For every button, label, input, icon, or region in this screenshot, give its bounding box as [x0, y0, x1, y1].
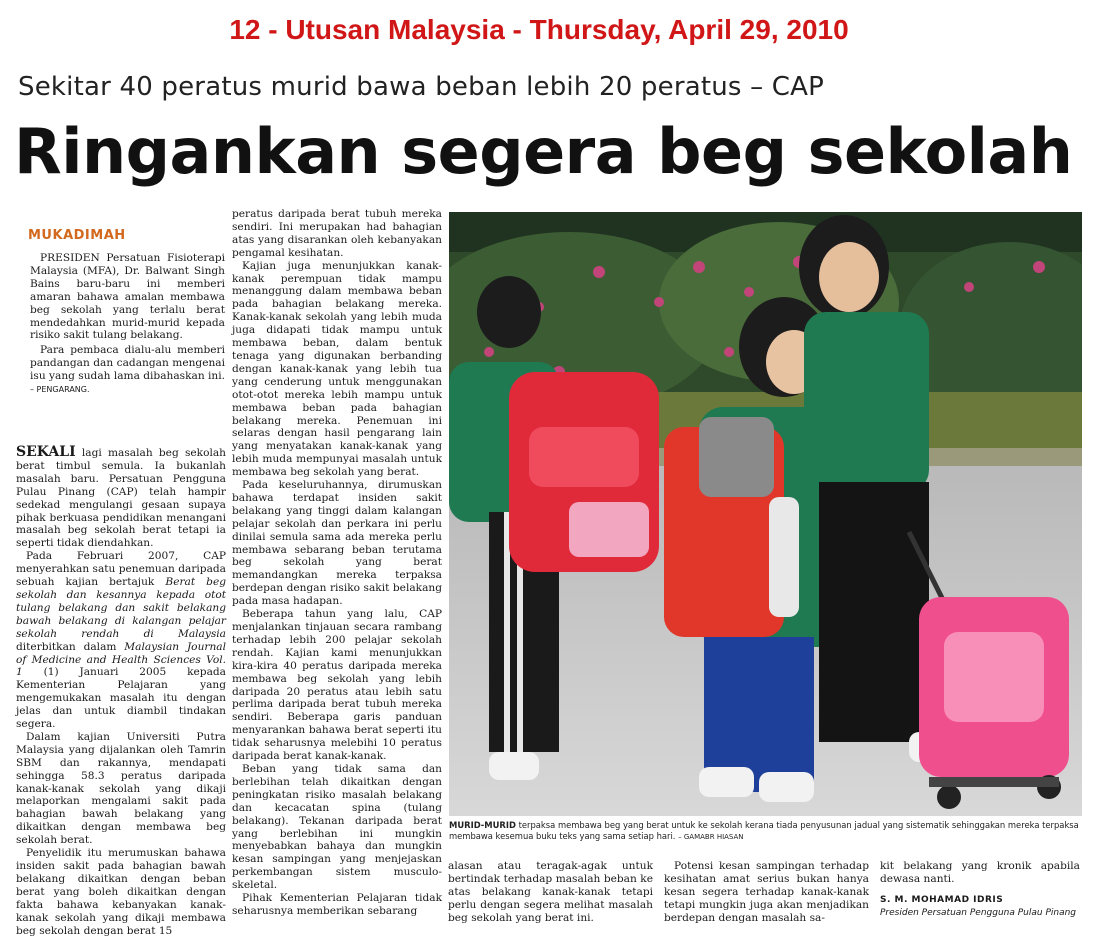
col1-p1: SEKALI lagi masalah beg sekolah berat timbul semula. Ia bukanlah masalah baru. Persatuan Pengguna Pulau Pinang (CAP) telah hampir sedekad mengulangi gesaan supaya pihak berkuasa pendidikan menangani masalah beg sekolah berat tetapi ia seperti tidak diendahkan.	[16, 444, 226, 550]
caption-lead: MURID-MURID	[449, 820, 516, 830]
col2-p5: Beban yang tidak sama dan berlebihan telah dikaitkan dengan peningkatan risiko masalah belakang dan kecacatan spina (tulang belakang). Tekanan daripada berat yang berlebihan ini mungkin menyebabkan bahaya dan mungkin kesan sampingan yang menjejaskan perkembangan sistem musculo-skeletal.	[232, 762, 442, 892]
photo-credit: – GAMABR HIASAN	[678, 833, 744, 841]
col2-p6: Pihak Kementerian Pelajaran tidak seharusnya memberikan sebarang	[232, 892, 442, 917]
col2-p2: Kajian juga menunjukkan kanak-kanak perempuan tidak mampu menanggung dalam membawa beban pada bahagian belakang mereka. Kanak-kanak sekolah yang lebih muda juga didapati tidak mampu untuk membawa beban, dalam bentuk tenaga yang digunakan berbanding dengan kanak-kanak yang lebih tua yang cenderung untuk menggunakan otot-otot mereka lebih mampu untuk membawa beban pada bahagian belakang mereka. Penemuan ini selaras dengan hasil pengarang lain yang menyatakan kanak-kanak yang lebih muda mempunyai masalah untuk membawa beg sekolah yang berat.	[232, 259, 442, 479]
mukadimah-p2: Para pembaca dialu-alu memberi pandangan dan cadangan mengenai isu yang sudah lama dibahaskan ini. – PENGARANG.	[30, 344, 226, 395]
col2-p1: peratus daripada berat tubuh mereka sendiri. Ini merupakan had bahagian atas yang disarankan oleh kebanyakan pengamal kesihatan.	[232, 208, 442, 259]
photo-caption	[449, 820, 1082, 843]
news-photo	[449, 212, 1082, 816]
col1-p4: Penyelidik itu merumuskan bahawa insiden sakit pada bahagian bawah belakang dikaitkan dengan beban berat yang boleh dikaitkan dengan fakta bahawa kebanyakan kanak-kanak sekolah yang dikaji membawa beg sekolah dengan berat 15	[16, 847, 226, 937]
headline: Ringankan segera beg sekolah	[14, 115, 1073, 188]
col2-p4: Beberapa tahun yang lalu, CAP menjalankan tinjauan secara rambang terhadap lebih 200 pelajar sekolah rendah. Kajian kami menunjukkan kira-kira 40 peratus daripada mereka membawa beg sekolah yang lebih daripada 20 peratus atau lebih satu perlima daripada berat tubuh mereka sendiri. Beberapa garis panduan menyarankan bahawa berat seperti itu tidak seharusnya melebihi 10 peratus daripada berat kanak-kanak.	[232, 608, 442, 763]
signature-title: Presiden Persatuan Pengguna Pulau Pinang	[880, 907, 1077, 918]
mukadimah-label: MUKADIMAH	[28, 228, 126, 243]
children-with-schoolbags-image	[449, 212, 1082, 816]
column-4	[664, 860, 869, 925]
masthead: 12 - Utusan Malaysia - Thursday, April 29, 2010	[229, 14, 849, 45]
col1-p3: Dalam kajian Universiti Putra Malaysia yang dijalankan oleh Tamrin SBM dan rakannya, mendapati sehingga 58.3 peratus daripada kanak-kanak sekolah yang dikaji melaporkan mengalami sakit pada bahagian bawah belakang yang dikaitkan dengan membawa beg sekolah berat.	[16, 730, 226, 847]
column-5	[880, 860, 1080, 920]
col5-p1: kit belakang yang kronik apabila dewasa nanti.	[880, 860, 1080, 885]
mukadimah-p1: PRESIDEN Persatuan Fisioterapi Malaysia (MFA), Dr. Balwant Singh Bains baru-baru ini memberi amaran bahawa amalan membawa beg sekolah yang terlalu berat mendedahkan murid-murid kepada risiko sakit tulang belakang.	[30, 252, 225, 342]
column-1	[16, 446, 226, 937]
caption-text: terpaksa membawa beg yang berat untuk ke sekolah kerana tiada penyusunan jadual yang sistematik sehinggakan mereka terpaksa membawa kesemua buku teks yang sama setiap hari.	[449, 820, 1079, 841]
kicker: Sekitar 40 peratus murid bawa beban lebih 20 peratus – CAP	[18, 72, 825, 102]
column-2	[232, 208, 442, 918]
mukadimah-box	[30, 252, 225, 399]
signature-name: S. M. MOHAMAD IDRIS	[880, 894, 1004, 905]
col2-p3: Pada keseluruhannya, dirumuskan bahawa terdapat insiden sakit belakang yang tinggi dalam kalangan pelajar sekolah dan perkara ini perlu dinilai semula sama ada mereka perlu membawa sebarang beban terutama beg sekolah yang berat memandangkan mereka terpaksa berdepan dengan risiko sakit belakang pada masa hadapan.	[232, 479, 442, 608]
col3-p1: alasan atau teragak-agak untuk bertindak terhadap masalah beban ke atas belakang kanak-kanak tetapi perlu dengan segera melihat masalah beg sekolah yang berat ini.	[448, 860, 653, 924]
col4-p1: Potensi kesan sampingan terhadap kesihatan amat serius bukan hanya kesan segera terhadap kanak-kanak tetapi mungkin juga akan menjadikan berdepan dengan masalah sa-	[664, 860, 869, 924]
col1-p2: Pada Februari 2007, CAP menyerahkan satu penemuan daripada sebuah kajian bertajuk Berat beg sekolah dan kesannya kepada otot tulang belakang dan sakit belakang bawah belakang di kalangan pelajar sekolah rendah di Malaysia diterbitkan dalam Malaysian Journal of Medicine and Health Sciences Vol. 1 (1) Januari 2005 kepada Kementerian Pelajaran yang mengemukakan masalah itu dengan jelas dan untuk diambil tindakan segera.	[16, 550, 226, 731]
column-3	[448, 860, 653, 925]
dropcap: SEKALI	[16, 444, 76, 460]
editor-mark: – PENGARANG.	[30, 385, 90, 395]
